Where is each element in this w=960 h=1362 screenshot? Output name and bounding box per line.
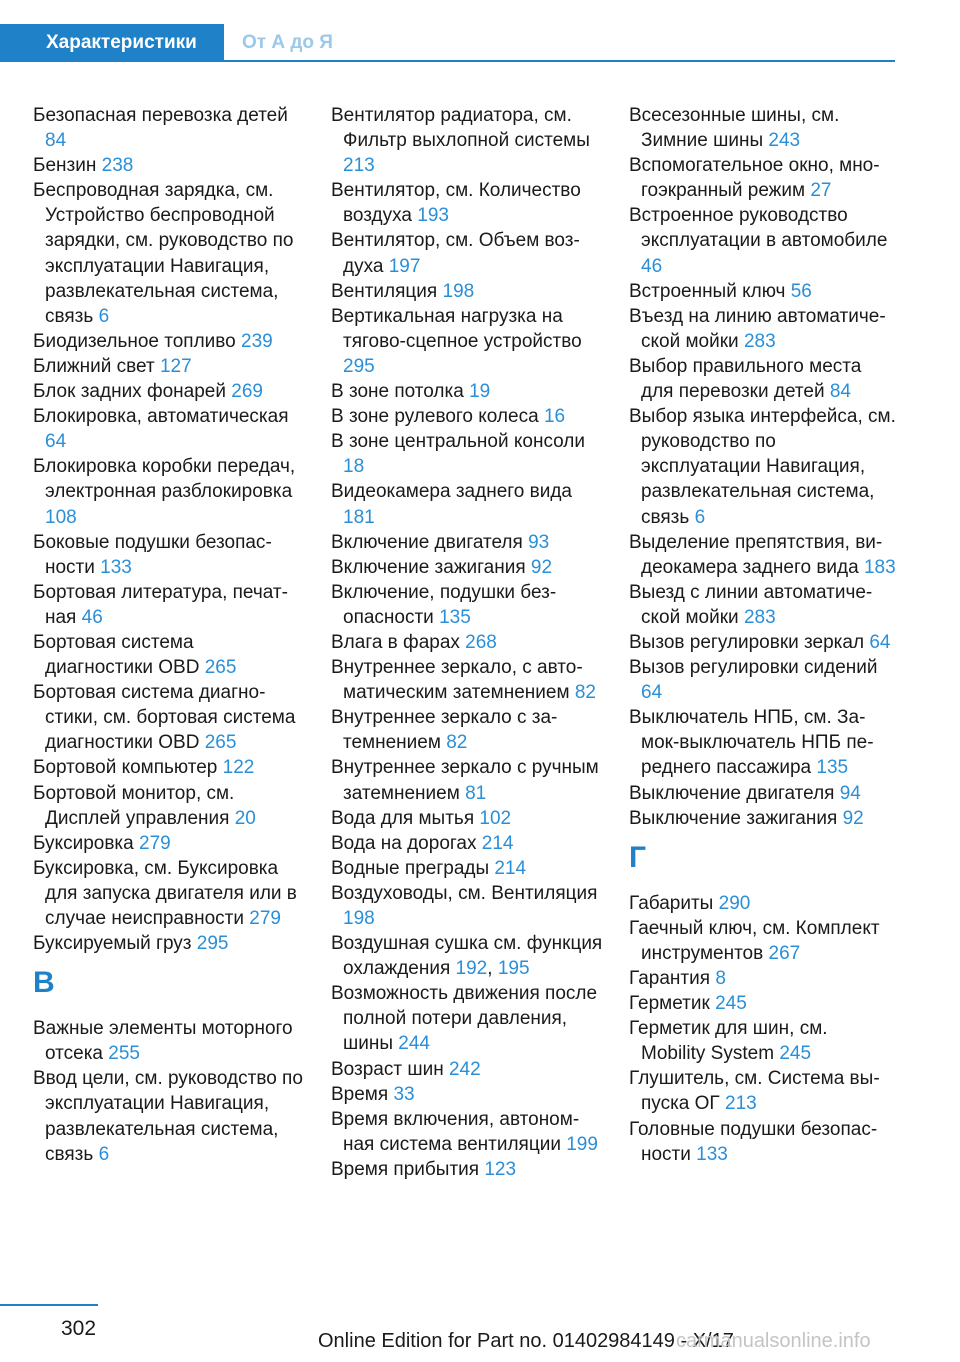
index-entry-text: Время прибытия [331,1158,480,1180]
index-entry [629,966,897,991]
page-link[interactable]: 295 [343,355,375,377]
index-entry-text: Биодизельное топливо [33,330,236,352]
page-link[interactable]: 81 [465,782,487,804]
index-entry-text: Важные элементы моторного отсека [33,1018,293,1065]
page-link[interactable]: 135 [439,606,471,628]
index-entry-text: Гарантия [629,968,711,989]
index-entry-text: Въезд на линию автоматической мойки [629,305,886,352]
index-entry [331,705,603,755]
page-link[interactable]: 19 [469,381,491,403]
index-entry-text: Вентилятор радиатора, см. Фильтр выхлопной системы [331,105,590,152]
index-entry [629,806,897,831]
index-entry-text: Герметик [629,993,710,1015]
index-entry [33,178,305,329]
page-link[interactable]: 193 [417,205,449,227]
index-entry-text: Выключение двигателя [629,782,835,804]
index-entry-text: Буксировка [33,832,134,854]
index-entry [331,103,603,178]
index-entry [331,228,603,278]
page-link[interactable]: 279 [139,832,171,854]
index-entry-text: Вентиляция [331,280,438,302]
page-link[interactable]: 33 [393,1083,415,1105]
page-link[interactable]: 183 [863,556,896,578]
index-entry [629,1117,897,1167]
page-link[interactable]: 6 [694,506,706,528]
page-link[interactable]: 243 [768,130,801,152]
page-link[interactable]: 56 [790,280,812,302]
page-link[interactable]: 213 [343,155,375,177]
page-link[interactable]: 64 [641,682,663,704]
index-entry-text: Выключатель НПБ, см. Замок-выключатель НПБ переднего пассажира [629,707,874,779]
index-entry-text: Всесезонные шины, см. Зимние шины [629,105,840,152]
section-letter: Г [629,840,647,874]
index-entry [629,153,897,203]
page-link[interactable]: 239 [241,330,273,352]
page-link[interactable]: 64 [45,431,67,453]
index-entry-text: Видеокамера заднего вида [331,481,572,503]
index-entry [331,379,603,404]
index-entry-text: Возраст шин [331,1058,444,1080]
index-entry [33,354,305,379]
index-entry-text: Время включения, автономная система вентиляции [331,1108,580,1155]
index-entry-text: Влага в фарах [331,631,460,653]
index-entry-text: Время [331,1083,389,1105]
index-entry-text: Бортовая литература, печатная [33,581,288,628]
index-entry [331,580,603,630]
index-entry [331,479,603,529]
page-link[interactable]: 192 [455,958,488,980]
watermark-text: carmanualsonline.info [676,1330,871,1352]
page-link[interactable]: 238 [101,155,134,177]
index-entry [331,806,603,831]
index-entry-text: Беспроводная зарядка, см. Устройство беспроводной зарядки, см. руководство по эксплуатации Навигация, развлекательная система, связь [33,180,294,327]
section-letter: В [33,966,55,1000]
page-link[interactable]: 214 [494,857,527,879]
page-link[interactable]: 20 [234,807,256,829]
index-entry-text: Блокировка коробки передач, электронная разблокировка [33,456,296,503]
edition-text: Online Edition for Part no. 01402984149 - X/17 [318,1330,734,1352]
index-entry [331,429,603,479]
page-link[interactable]: 199 [566,1133,598,1155]
index-entry-text: Выделение препятствия, видеокамера заднего вида [629,531,883,578]
index-entry-text: Включение, подушки безопасности [331,581,557,628]
page-link[interactable]: 6 [98,305,110,327]
page-link[interactable]: 84 [45,130,67,152]
index-entry-text: Бортовой монитор, см. Дисплей управления [33,782,235,829]
page-link[interactable]: 295 [196,933,229,955]
page-link[interactable]: 46 [81,606,103,628]
page-link[interactable]: 135 [816,757,849,779]
index-entry-text: Внутреннее зеркало с ручным затемнением [331,757,599,804]
index-entry [331,856,603,881]
index-entry-text: Бортовой компьютер [33,757,218,779]
index-entry-text: Вентилятор, см. Количество воздуха [331,180,581,227]
page-link[interactable]: 181 [343,506,375,528]
index-entry-text: Воздуховоды, см. Вентиляция [331,882,598,904]
index-entry-text: Бортовая система диагностики OBD [33,631,200,679]
index-entry-text: Воздушная сушка см. функция охлаждения [331,933,603,980]
index-entry [331,1157,603,1182]
index-column-2 [331,103,603,1182]
page-link[interactable]: 279 [249,908,281,929]
index-entry-text: Головные подушки безопасности [629,1118,878,1165]
index-entry [331,404,603,429]
page-link[interactable]: 265 [204,657,237,679]
index-entry [331,304,603,379]
index-entry-text: Вспомогательное окно, многоэкранный режим [629,155,880,202]
index-entry [33,580,305,630]
index-entry [33,831,305,856]
page-link[interactable]: 84 [829,381,851,403]
index-entry-text: Включение зажигания [331,556,526,578]
page-link[interactable]: 242 [448,1058,481,1080]
index-entry [33,856,305,931]
index-entry [33,781,305,831]
page-link[interactable]: 213 [725,1093,757,1115]
page-link[interactable]: 108 [45,506,77,528]
index-entry [629,354,897,404]
tab-characteristics[interactable]: Характеристики [0,24,224,62]
page-link[interactable]: 245 [779,1043,812,1065]
index-entry-text: Габариты [629,892,714,914]
page-link[interactable]: 283 [743,606,776,628]
index-entry [331,655,603,705]
page-link[interactable]: 92 [842,807,864,829]
page-link[interactable]: 102 [479,807,512,829]
index-entry-text: Вызов регулировки зеркал [629,631,865,653]
index-entry-text: В зоне рулевого колеса [331,406,539,428]
index-entry-text: Боковые подушки безопасности [33,531,272,578]
index-entry-text: Вызов регулировки сидений [629,657,878,679]
page-link[interactable]: 195 [497,958,530,980]
index-entry [331,981,603,1056]
page-link[interactable]: 64 [869,631,891,653]
index-entry-text: Блокировка, автоматическая [33,406,289,428]
page-link[interactable]: 8 [715,968,726,989]
page-link[interactable]: 268 [465,631,497,653]
index-entry [629,655,897,705]
index-entry-text: Выезд с линии автоматической мойки [629,581,873,628]
page-link[interactable]: 18 [343,456,365,478]
index-column-3 [629,103,897,1167]
index-entry [33,404,305,454]
index-entry-text: Ближний свет [33,355,155,377]
index-entry [33,1016,305,1066]
index-entry-text: Бензин [33,155,97,177]
page-link[interactable]: 255 [108,1043,140,1065]
page-link[interactable]: 198 [442,280,475,302]
index-entry [331,279,603,304]
index-entry-text: Выбор языка интерфейса, см. руководство по эксплуатации Навигация, развлекательная система, связь [629,406,896,528]
index-entry [331,1057,603,1082]
page-link[interactable]: 27 [810,180,832,202]
page-link[interactable]: 127 [159,355,192,377]
index-entry [629,1016,897,1066]
index-entry [629,891,897,916]
page-link[interactable]: 283 [743,330,776,352]
index-entry [331,178,603,228]
page-link[interactable]: 6 [98,1143,110,1165]
index-entry [629,203,897,278]
index-entry [33,103,305,153]
footer-divider [0,1304,98,1306]
index-entry [331,555,603,580]
page-link[interactable]: 267 [768,942,801,964]
index-entry-text: Встроенное руководство эксплуатации в автомобиле [629,205,888,252]
index-entry-text: Встроенный ключ [629,280,786,302]
index-entry-text: Безопасная перевозка детей [33,105,288,126]
index-entry-text: Блок задних фонарей [33,381,226,403]
index-entry [331,1107,603,1157]
index-entry [629,630,897,655]
index-entry [629,304,897,354]
index-entry: Воздушная сушка см. функция охлаждения 192, 195 [331,933,603,980]
index-entry [33,379,305,404]
index-entry [331,630,603,655]
index-entry [33,630,305,680]
index-entry [33,680,305,755]
index-entry-text: Выбор правильного места для перевозки детей [629,355,862,403]
index-entry [629,580,897,630]
index-entry [33,153,305,178]
page-link[interactable]: 269 [231,381,263,403]
index-entry-text: Вентилятор, см. Объем воздуха [331,230,580,277]
page-link[interactable]: 93 [528,531,550,553]
index-entry-text: В зоне потолка [331,381,464,403]
index-entry [331,831,603,856]
page-link[interactable]: 122 [222,757,255,779]
header-tabs [0,24,895,62]
index-entry-text: Водные преграды [331,857,490,879]
index-entry [33,931,305,956]
index-entry-text: Герметик для шин, см. Mobility System [629,1018,828,1065]
index-entry-text: Гаечный ключ, см. Комплект инструментов [629,917,880,964]
index-entry [629,103,897,153]
page-link[interactable]: 265 [204,732,237,754]
index-entry [629,781,897,806]
page-link[interactable]: 244 [398,1033,430,1055]
index-entry-text: Выключение зажигания [629,807,838,829]
page-link[interactable]: 82 [446,732,468,754]
index-entry-text: Буксируемый груз [33,933,192,955]
index-entry [33,329,305,354]
page-link[interactable]: 245 [715,993,747,1015]
index-entry [629,404,897,529]
index-entry-text: Внутреннее зеркало, с автоматическим затемнением [331,657,583,704]
page-link[interactable]: 133 [100,556,132,578]
index-entry-text: Буксировка, см. Буксировка для запуска двигателя или в случае неисправности [33,857,297,929]
index-entry [629,705,897,780]
index-entry-text: Включение двигателя [331,531,523,553]
index-entry-text: Вертикальная нагрузка на тягово-сцепное устройство [331,305,582,352]
index-entry [331,530,603,555]
index-entry-text: Глушитель, см. Система выпуска ОГ [629,1068,880,1115]
index-entry [629,1066,897,1116]
tab-a-to-z[interactable]: От А до Я [242,32,333,53]
index-entry [33,755,305,780]
index-entry [629,530,897,580]
index-entry [331,881,603,931]
header-divider [224,60,895,62]
index-entry [33,1066,305,1166]
index-entry [629,991,897,1016]
page-link[interactable]: 123 [484,1158,517,1180]
page-link[interactable]: 46 [641,255,663,277]
index-entry-text: Вода для мытья [331,807,475,829]
page-link[interactable]: 16 [543,406,566,428]
index-entry-text: Возможность движения после полной потери давления, шины [331,983,598,1055]
page-link[interactable]: 133 [696,1143,728,1165]
index-entry-text: Бортовая система диагностики, см. бортовая система диагностики OBD [33,682,296,754]
index-entry [331,755,603,805]
page-link[interactable]: 82 [574,682,596,704]
index-entry-text: Ввод цели, см. руководство по эксплуатации Навигация, развлекательная система, связь [33,1068,303,1165]
index-entry-text: В зоне центральной консоли [331,431,586,453]
page-link[interactable]: 290 [718,892,751,914]
index-entry [33,454,305,529]
index-entry [629,279,897,304]
index-entry-text: Вода на дорогах [331,832,477,854]
page-link[interactable]: 94 [839,782,861,804]
page-number: 302 [61,1317,97,1340]
page-link[interactable]: 214 [481,832,514,854]
page-link[interactable]: 198 [343,908,375,929]
index-column-1 [33,103,305,1167]
index-entry-text: Внутреннее зеркало с затемнением [331,707,558,754]
index-entry [331,1082,603,1107]
page-link[interactable]: 197 [388,255,421,277]
index-entry [33,530,305,580]
index-entry [629,916,897,966]
page-link[interactable]: 92 [530,556,553,578]
